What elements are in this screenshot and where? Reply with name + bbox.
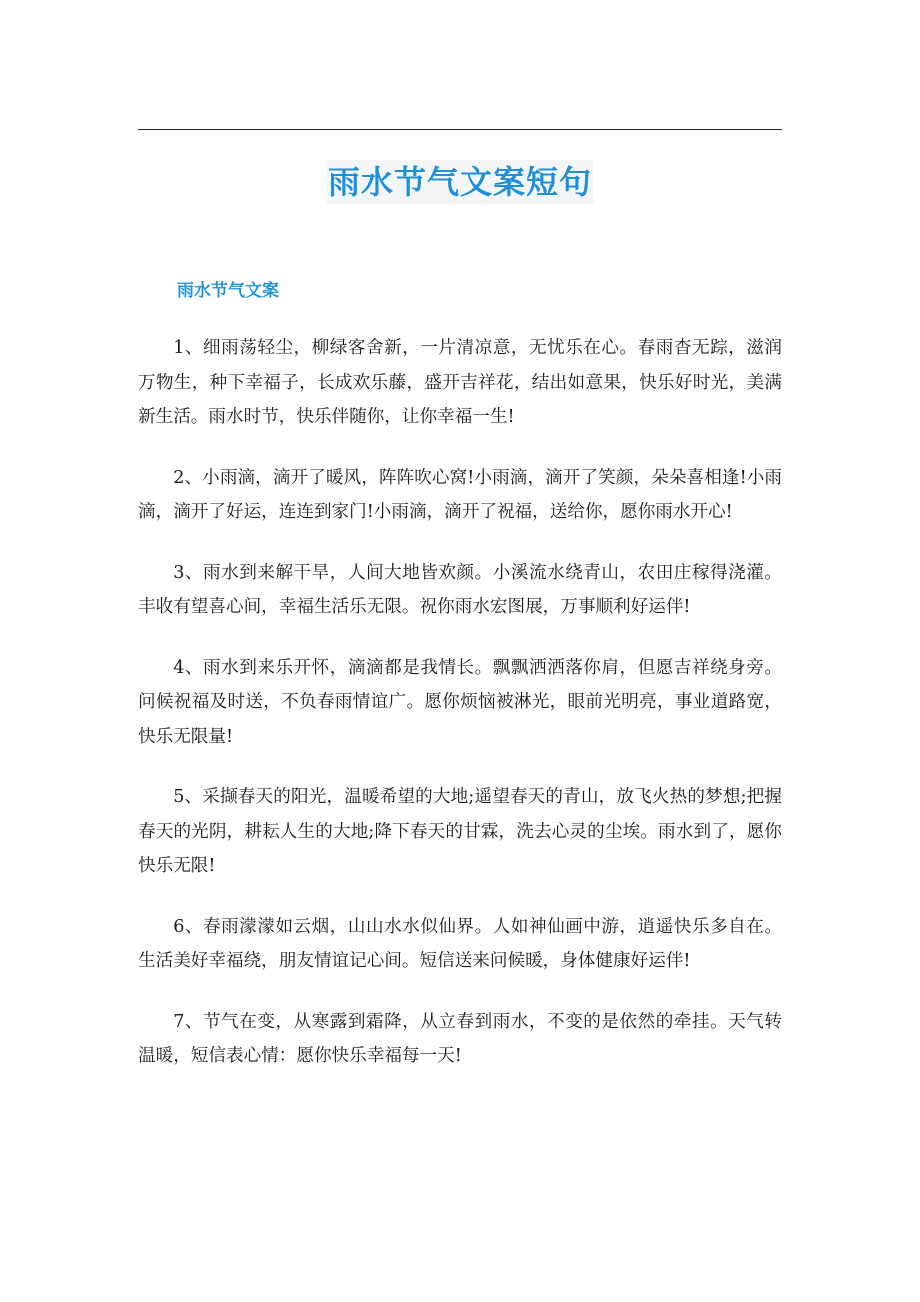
- paragraph-2: 2、小雨滴，滴开了暖风，阵阵吹心窝!小雨滴，滴开了笑颜，朵朵喜相逢!小雨滴，滴开了好运，连连到家门!小雨滴，滴开了祝福，送给你，愿你雨水开心!: [138, 467, 782, 522]
- paragraph-1: 1、细雨荡轻尘，柳绿客舍新，一片清凉意，无忧乐在心。春雨杳无踪，滋润万物生，种下幸福子，长成欢乐藤，盛开吉祥花，结出如意果，快乐好时光，美满新生活。雨水时节，快乐伴随你，让你幸福一生!: [138, 338, 782, 427]
- section-heading: 雨水节气文案: [177, 281, 279, 301]
- paragraph-5: 5、采撷春天的阳光，温暖希望的大地;遥望春天的青山，放飞火热的梦想;把握春天的光阴，耕耘人生的大地;降下春天的甘霖，洗去心灵的尘埃。雨水到了，愿你快乐无限!: [138, 787, 782, 876]
- header-rule: [138, 129, 782, 130]
- article-body: [138, 331, 782, 1100]
- paragraph-7: 7、节气在变，从寒露到霜降，从立春到雨水，不变的是依然的牵挂。天气转温暖，短信表心情：愿你快乐幸福每一天!: [138, 1011, 782, 1066]
- page-title: 雨水节气文案短句: [326, 160, 594, 204]
- paragraph-3: 3、雨水到来解干旱，人间大地皆欢颜。小溪流水绕青山，农田庄稼得浇灌。丰收有望喜心间，幸福生活乐无限。祝你雨水宏图展，万事顺利好运伴!: [138, 562, 782, 617]
- title-container: [0, 160, 920, 204]
- paragraph-6: 6、春雨濛濛如云烟，山山水水似仙界。人如神仙画中游，逍遥快乐多自在。生活美好幸福绕，朋友情谊记心间。短信送来问候暖，身体健康好运伴!: [138, 916, 782, 971]
- paragraph-4: 4、雨水到来乐开怀，滴滴都是我情长。飘飘洒洒落你肩，但愿吉祥绕身旁。问候祝福及时送，不负春雨情谊广。愿你烦恼被淋光，眼前光明亮，事业道路宽，快乐无限量!: [138, 657, 782, 747]
